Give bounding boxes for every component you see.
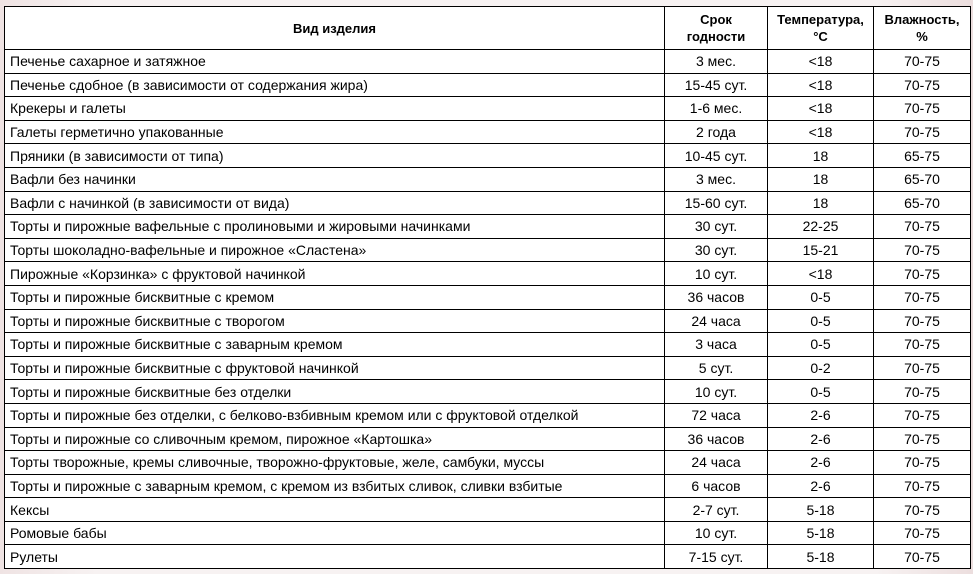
cell-humidity: 70-75 — [874, 50, 971, 74]
table-row — [5, 97, 971, 121]
cell-product: Вафли без начинки — [5, 167, 665, 191]
cell-temperature: 0-5 — [768, 380, 874, 404]
cell-temperature: 22-25 — [768, 215, 874, 239]
shelf-life-table — [4, 6, 971, 569]
cell-humidity: 70-75 — [874, 356, 971, 380]
table-row — [5, 380, 971, 404]
header-shelf-life-line1: Срок — [700, 12, 732, 27]
cell-shelf-life: 3 часа — [665, 333, 768, 357]
cell-humidity: 70-75 — [874, 262, 971, 286]
cell-temperature: 5-18 — [768, 498, 874, 522]
cell-temperature: 15-21 — [768, 238, 874, 262]
cell-humidity: 70-75 — [874, 380, 971, 404]
cell-temperature: <18 — [768, 50, 874, 74]
cell-humidity: 70-75 — [874, 403, 971, 427]
cell-shelf-life: 15-60 сут. — [665, 191, 768, 215]
header-humidity-line1: Влажность, — [884, 12, 960, 27]
table-row — [5, 120, 971, 144]
cell-temperature: 2-6 — [768, 451, 874, 475]
cell-temperature: 18 — [768, 144, 874, 168]
cell-temperature: 5-18 — [768, 521, 874, 545]
cell-shelf-life: 6 часов — [665, 474, 768, 498]
table-row — [5, 167, 971, 191]
table-row — [5, 144, 971, 168]
cell-product: Печенье сахарное и затяжное — [5, 50, 665, 74]
cell-shelf-life: 10 сут. — [665, 262, 768, 286]
cell-humidity: 65-75 — [874, 144, 971, 168]
cell-shelf-life: 2 года — [665, 120, 768, 144]
cell-temperature: 0-5 — [768, 285, 874, 309]
cell-product: Торты и пирожные со сливочным кремом, пирожное «Картошка» — [5, 427, 665, 451]
cell-shelf-life: 3 мес. — [665, 167, 768, 191]
cell-humidity: 70-75 — [874, 120, 971, 144]
cell-product: Торты и пирожные бисквитные без отделки — [5, 380, 665, 404]
cell-shelf-life: 10-45 сут. — [665, 144, 768, 168]
cell-product: Торты и пирожные бисквитные с творогом — [5, 309, 665, 333]
cell-shelf-life: 36 часов — [665, 285, 768, 309]
cell-humidity: 70-75 — [874, 498, 971, 522]
cell-temperature: 5-18 — [768, 545, 874, 569]
cell-humidity: 70-75 — [874, 545, 971, 569]
cell-shelf-life: 30 сут. — [665, 215, 768, 239]
cell-temperature: <18 — [768, 97, 874, 121]
cell-humidity: 70-75 — [874, 215, 971, 239]
cell-humidity: 65-70 — [874, 167, 971, 191]
cell-shelf-life: 30 сут. — [665, 238, 768, 262]
cell-humidity: 70-75 — [874, 521, 971, 545]
header-shelf-life-line2: годности — [686, 29, 746, 44]
header-row — [5, 7, 971, 50]
cell-shelf-life: 15-45 сут. — [665, 73, 768, 97]
cell-shelf-life: 1-6 мес. — [665, 97, 768, 121]
cell-humidity: 70-75 — [874, 309, 971, 333]
table-row — [5, 451, 971, 475]
cell-product: Галеты герметично упакованные — [5, 120, 665, 144]
cell-humidity: 70-75 — [874, 238, 971, 262]
cell-temperature: 0-2 — [768, 356, 874, 380]
table-row — [5, 50, 971, 74]
cell-humidity: 70-75 — [874, 73, 971, 97]
cell-shelf-life: 3 мес. — [665, 50, 768, 74]
cell-temperature: 2-6 — [768, 403, 874, 427]
cell-product: Торты и пирожные с заварным кремом, с кремом из взбитых сливок, сливки взбитые — [5, 474, 665, 498]
header-temperature — [768, 7, 874, 50]
table-body — [5, 50, 971, 569]
cell-temperature: 2-6 — [768, 427, 874, 451]
table-row — [5, 545, 971, 569]
cell-humidity: 70-75 — [874, 451, 971, 475]
table-row — [5, 262, 971, 286]
cell-shelf-life: 10 сут. — [665, 521, 768, 545]
cell-product: Торты и пирожные вафельные с пролиновыми и жировыми начинками — [5, 215, 665, 239]
cell-temperature: 18 — [768, 191, 874, 215]
header-humidity — [874, 7, 971, 50]
table-row — [5, 309, 971, 333]
table-row — [5, 215, 971, 239]
table-row — [5, 356, 971, 380]
cell-product: Рулеты — [5, 545, 665, 569]
cell-shelf-life: 24 часа — [665, 309, 768, 333]
cell-product: Пирожные «Корзинка» с фруктовой начинкой — [5, 262, 665, 286]
cell-product: Торты шоколадно-вафельные и пирожное «Сластена» — [5, 238, 665, 262]
table-row — [5, 498, 971, 522]
cell-shelf-life: 2-7 сут. — [665, 498, 768, 522]
table-row — [5, 191, 971, 215]
cell-humidity: 70-75 — [874, 333, 971, 357]
header-product: Вид изделия — [5, 7, 665, 50]
cell-humidity: 70-75 — [874, 285, 971, 309]
cell-temperature: 0-5 — [768, 309, 874, 333]
cell-product: Ромовые бабы — [5, 521, 665, 545]
cell-product: Печенье сдобное (в зависимости от содержания жира) — [5, 73, 665, 97]
cell-humidity: 70-75 — [874, 427, 971, 451]
header-shelf-life — [665, 7, 768, 50]
cell-temperature: <18 — [768, 120, 874, 144]
cell-product: Кексы — [5, 498, 665, 522]
cell-product: Вафли с начинкой (в зависимости от вида) — [5, 191, 665, 215]
cell-temperature: 0-5 — [768, 333, 874, 357]
cell-humidity: 70-75 — [874, 97, 971, 121]
cell-humidity: 65-70 — [874, 191, 971, 215]
cell-product: Пряники (в зависимости от типа) — [5, 144, 665, 168]
cell-humidity: 70-75 — [874, 474, 971, 498]
table-row — [5, 403, 971, 427]
cell-product: Крекеры и галеты — [5, 97, 665, 121]
header-temperature-line1: Температура, — [777, 12, 864, 27]
cell-temperature: <18 — [768, 73, 874, 97]
table-row — [5, 73, 971, 97]
cell-shelf-life: 72 часа — [665, 403, 768, 427]
header-temperature-line2: °C — [813, 29, 828, 44]
cell-shelf-life: 5 сут. — [665, 356, 768, 380]
cell-product: Торты и пирожные бисквитные с фруктовой начинкой — [5, 356, 665, 380]
cell-shelf-life: 7-15 сут. — [665, 545, 768, 569]
cell-product: Торты и пирожные бисквитные с заварным кремом — [5, 333, 665, 357]
cell-temperature: 18 — [768, 167, 874, 191]
cell-temperature: 2-6 — [768, 474, 874, 498]
header-humidity-line2: % — [916, 29, 928, 44]
cell-shelf-life: 10 сут. — [665, 380, 768, 404]
table-row — [5, 474, 971, 498]
table-row — [5, 427, 971, 451]
cell-product: Торты творожные, кремы сливочные, творожно-фруктовые, желе, самбуки, муссы — [5, 451, 665, 475]
cell-shelf-life: 24 часа — [665, 451, 768, 475]
cell-shelf-life: 36 часов — [665, 427, 768, 451]
cell-product: Торты и пирожные бисквитные с кремом — [5, 285, 665, 309]
table-row — [5, 238, 971, 262]
cell-product: Торты и пирожные без отделки, с белково-взбивным кремом или с фруктовой отделкой — [5, 403, 665, 427]
cell-temperature: <18 — [768, 262, 874, 286]
table-row — [5, 333, 971, 357]
table-row — [5, 285, 971, 309]
table-row — [5, 521, 971, 545]
